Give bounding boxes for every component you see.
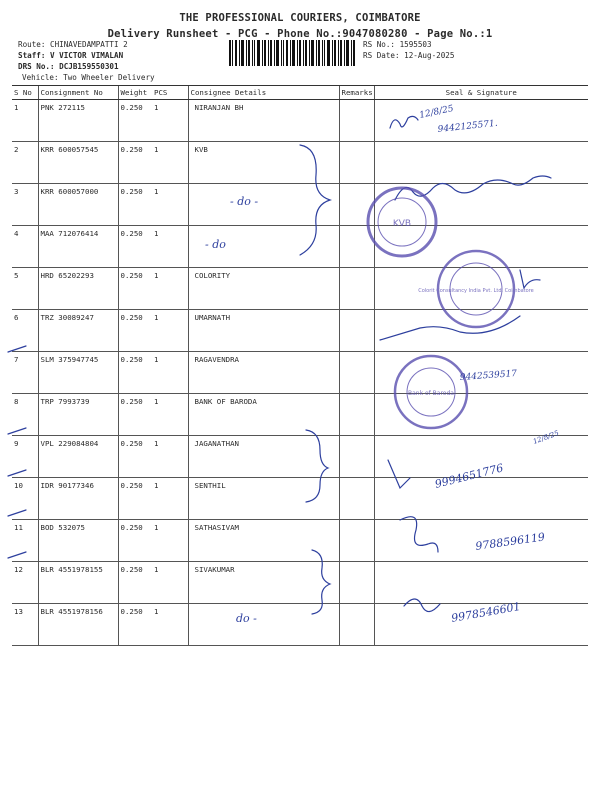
weight-cell: 0.250	[118, 604, 152, 646]
sno-cell: 11	[12, 520, 38, 562]
weight-cell: 0.250	[118, 310, 152, 352]
consignment-cell: BOD 532075	[38, 520, 118, 562]
sno-cell: 13	[12, 604, 38, 646]
remarks-cell	[339, 268, 374, 310]
table-row	[12, 478, 588, 520]
rs-no-text: RS No.: 1595503	[363, 40, 432, 49]
consignee-cell: UMARNATH	[188, 310, 339, 352]
pcs-cell: 1	[152, 352, 188, 394]
sno-cell: 4	[12, 226, 38, 268]
remarks-cell	[339, 100, 374, 142]
consignee-cell	[188, 226, 339, 268]
table-row	[12, 352, 588, 394]
remarks-cell	[339, 142, 374, 184]
remarks-cell	[339, 562, 374, 604]
pcs-cell: 1	[152, 478, 188, 520]
table-row	[12, 226, 588, 268]
seal-signature-cell	[374, 394, 588, 436]
sno-cell: 6	[12, 310, 38, 352]
remarks-cell	[339, 520, 374, 562]
row1-date: 12/8/25	[418, 103, 455, 121]
consignment-cell: KRR 600057545	[38, 142, 118, 184]
stamp3-text: Bank of Baroda	[408, 390, 454, 397]
table-row	[12, 310, 588, 352]
remarks-cell	[339, 604, 374, 646]
weight-cell: 0.250	[118, 562, 152, 604]
consignee-cell: RAGAVENDRA	[188, 352, 339, 394]
consignee-cell: JAGANATHAN	[188, 436, 339, 478]
remarks-cell	[339, 478, 374, 520]
weight-cell: 0.250	[118, 142, 152, 184]
seal-signature-cell	[374, 310, 588, 352]
pcs-cell: 1	[152, 394, 188, 436]
seal-signature-cell	[374, 226, 588, 268]
company-title: THE PROFESSIONAL COURIERS, COIMBATORE	[179, 12, 421, 24]
row1-phone: 9442125571.	[437, 118, 499, 135]
col-remarks-header: Remarks	[339, 86, 374, 100]
seal-signature-cell	[374, 100, 588, 142]
consignee-cell: SENTHIL	[188, 478, 339, 520]
pcs-cell: 1	[152, 436, 188, 478]
vehicle-text: Vehicle: Two Wheeler Delivery	[22, 73, 155, 82]
remarks-cell	[339, 226, 374, 268]
sno-cell: 7	[12, 352, 38, 394]
seal-signature-cell	[374, 562, 588, 604]
col-consignment-header: Consignment No	[38, 86, 118, 100]
consignment-cell: MAA 712076414	[38, 226, 118, 268]
row9-note: 12/8/25	[531, 429, 561, 446]
table-row	[12, 100, 588, 142]
table-row	[12, 142, 588, 184]
drs-text: DRS No.: DCJB159550301	[18, 62, 119, 71]
seal-signature-cell	[374, 268, 588, 310]
ditto-row13: do -	[236, 612, 257, 625]
col-sno-header: S No	[12, 86, 38, 100]
ditto-row3: - do -	[230, 195, 259, 208]
remarks-cell	[339, 352, 374, 394]
table-row	[12, 394, 588, 436]
seal-signature-cell	[374, 142, 588, 184]
consignee-cell: BANK OF BARODA	[188, 394, 339, 436]
weight-cell: 0.250	[118, 226, 152, 268]
pcs-cell: 1	[152, 142, 188, 184]
table-row	[12, 184, 588, 226]
weight-cell: 0.250	[118, 436, 152, 478]
consignment-cell: VPL 229084804	[38, 436, 118, 478]
consignee-cell	[188, 604, 339, 646]
pcs-cell: 1	[152, 268, 188, 310]
row10-phone: 9994651776	[433, 461, 505, 491]
pcs-cell: 1	[152, 310, 188, 352]
sno-cell: 12	[12, 562, 38, 604]
seal-signature-cell	[374, 478, 588, 520]
remarks-cell	[339, 184, 374, 226]
table-row	[12, 436, 588, 478]
consignee-cell: SATHASIVAM	[188, 520, 339, 562]
consignee-cell: KVB	[188, 142, 339, 184]
pcs-cell: 1	[152, 184, 188, 226]
seal-signature-cell	[374, 352, 588, 394]
pcs-cell: 1	[152, 226, 188, 268]
row13-phone: 9978546601	[450, 599, 522, 625]
weight-cell: 0.250	[118, 352, 152, 394]
seal-signature-cell	[374, 604, 588, 646]
consignee-cell	[188, 184, 339, 226]
consignment-cell: SLM 375947745	[38, 352, 118, 394]
consignment-cell: TRP 7993739	[38, 394, 118, 436]
weight-cell: 0.250	[118, 184, 152, 226]
consignee-cell: COLORITY	[188, 268, 339, 310]
pcs-cell: 1	[152, 562, 188, 604]
stamp1-text: KVB	[392, 219, 412, 229]
weight-cell: 0.250	[118, 268, 152, 310]
col-weight-header: Weight	[118, 86, 152, 100]
pcs-cell: 1	[152, 604, 188, 646]
col-seal-header: Seal & Signature	[374, 86, 588, 100]
consignment-cell: IDR 90177346	[38, 478, 118, 520]
consignment-cell: BLR 4551978156	[38, 604, 118, 646]
seal-signature-cell	[374, 184, 588, 226]
row8-phone: 9442539517	[459, 369, 518, 383]
sno-cell: 2	[12, 142, 38, 184]
seal-signature-cell	[374, 520, 588, 562]
weight-cell: 0.250	[118, 478, 152, 520]
remarks-cell	[339, 436, 374, 478]
consignee-cell: SIVAKUMAR	[188, 562, 339, 604]
col-pcs-header: PCS	[152, 86, 188, 100]
table-row	[12, 604, 588, 646]
consignment-cell: KRR 600057000	[38, 184, 118, 226]
staff-text: Staff: V VICTOR VIMALAN	[18, 51, 124, 60]
table-row	[12, 268, 588, 310]
stamp2-text: Colorit Consultancy India Pvt. Ltd. Coimbatore	[418, 288, 534, 294]
barcode-image	[229, 40, 357, 66]
weight-cell: 0.250	[118, 520, 152, 562]
remarks-cell	[339, 310, 374, 352]
weight-cell: 0.250	[118, 394, 152, 436]
sno-cell: 3	[12, 184, 38, 226]
consignee-cell: NIRANJAN BH	[188, 100, 339, 142]
consignment-cell: PNK 272115	[38, 100, 118, 142]
consignment-cell: TRZ 30089247	[38, 310, 118, 352]
sno-cell: 8	[12, 394, 38, 436]
route-text: Route: CHINAVEDAMPATTI 2	[18, 40, 128, 49]
pcs-cell: 1	[152, 100, 188, 142]
remarks-cell	[339, 394, 374, 436]
seal-signature-cell	[374, 436, 588, 478]
col-consignee-header: Consignee Details	[188, 86, 339, 100]
ditto-row4: - do	[205, 238, 226, 251]
weight-cell: 0.250	[118, 100, 152, 142]
row11-phone: 9788596119	[474, 530, 546, 553]
table-row	[12, 562, 588, 604]
sno-cell: 5	[12, 268, 38, 310]
rs-date-text: RS Date: 12-Aug-2025	[363, 51, 455, 60]
consignment-cell: BLR 4551978155	[38, 562, 118, 604]
sno-cell: 9	[12, 436, 38, 478]
sno-cell: 10	[12, 478, 38, 520]
table-row	[12, 520, 588, 562]
sno-cell: 1	[12, 100, 38, 142]
pcs-cell: 1	[152, 520, 188, 562]
runsheet-subtitle: Delivery Runsheet - PCG - Phone No.:9047080280 - Page No.:1	[107, 28, 493, 40]
runsheet-table	[12, 85, 588, 646]
table-header-row	[12, 86, 588, 100]
consignment-cell: HRD 65202293	[38, 268, 118, 310]
